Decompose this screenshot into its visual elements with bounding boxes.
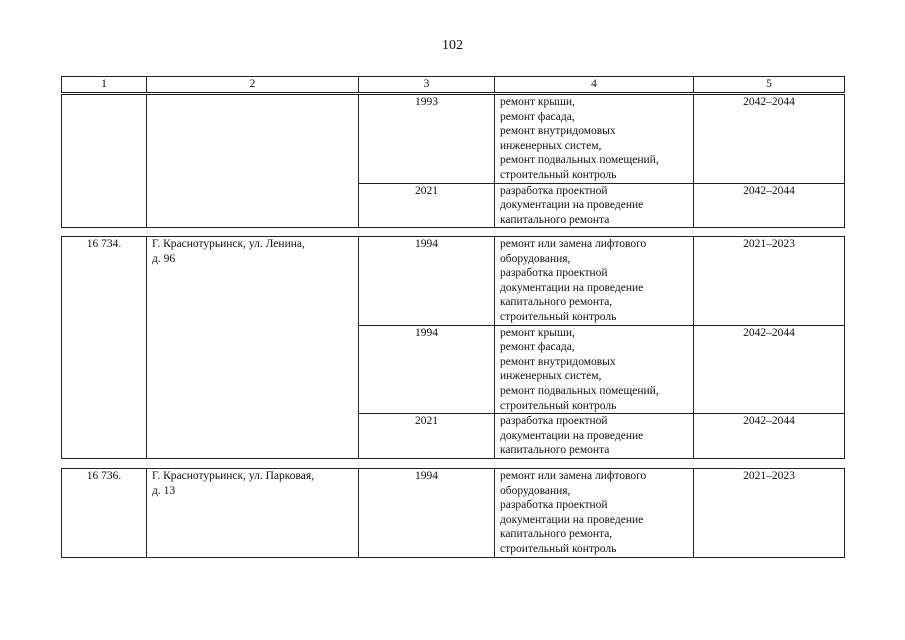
repair-period: 2042–2044 <box>694 414 845 459</box>
work-line: ремонт внутридомовых <box>500 355 616 368</box>
table-row <box>62 237 845 326</box>
record-number: 16 736. <box>62 469 147 558</box>
work-line: капитального ремонта <box>500 213 610 226</box>
repair-period: 2042–2044 <box>694 95 845 184</box>
build-year: 2021 <box>359 414 495 459</box>
work-line: разработка проектной <box>500 499 608 512</box>
build-year: 2021 <box>359 183 495 228</box>
work-line: строительный контроль <box>500 542 617 555</box>
work-line: разработка проектной <box>500 267 608 280</box>
header-col-1: 1 <box>62 77 147 93</box>
repair-period: 2021–2023 <box>694 469 845 558</box>
repair-period: 2042–2044 <box>694 325 845 414</box>
work-line: оборудования, <box>500 484 571 497</box>
repair-period: 2042–2044 <box>694 183 845 228</box>
work-types <box>495 414 694 459</box>
work-line: ремонт фасада, <box>500 110 575 123</box>
address <box>147 469 359 558</box>
work-line: разработка проектной <box>500 184 608 197</box>
build-year: 1994 <box>359 237 495 326</box>
work-line: оборудования, <box>500 252 571 265</box>
work-line: документации на проведение <box>500 199 644 212</box>
header-col-3: 3 <box>359 77 495 93</box>
repair-period: 2021–2023 <box>694 237 845 326</box>
build-year: 1993 <box>359 95 495 184</box>
address-line: Г. Краснотурьинск, ул. Парковая, <box>152 470 315 482</box>
work-line: ремонт или замена лифтового <box>500 470 647 482</box>
work-line: документации на проведение <box>500 429 644 442</box>
work-line: ремонт внутридомовых <box>500 125 616 138</box>
page-number: 102 <box>442 38 463 53</box>
work-line: капитального ремонта <box>500 444 610 457</box>
table-block <box>61 94 845 228</box>
table-block <box>61 468 845 558</box>
header-col-4: 4 <box>495 77 694 93</box>
address-line: д. 96 <box>152 252 176 265</box>
work-line: инженерных систем, <box>500 139 602 152</box>
work-line: ремонт подвальных помещений, <box>500 154 659 167</box>
address <box>147 95 359 228</box>
work-line: ремонт крыши, <box>500 326 575 339</box>
record-number: 16 734. <box>62 237 147 459</box>
address-line: Г. Краснотурьинск, ул. Ленина, <box>152 238 305 250</box>
table-header <box>61 76 845 93</box>
build-year: 1994 <box>359 325 495 414</box>
address-line: д. 13 <box>152 484 176 497</box>
work-types <box>495 95 694 184</box>
work-line: капитального ремонта, <box>500 296 613 309</box>
work-types <box>495 237 694 326</box>
work-line: ремонт или замена лифтового <box>500 238 647 250</box>
work-line: строительный контроль <box>500 310 617 323</box>
work-line: разработка проектной <box>500 415 608 428</box>
work-line: ремонт подвальных помещений, <box>500 384 659 397</box>
work-line: строительный контроль <box>500 168 617 181</box>
work-line: капитального ремонта, <box>500 528 613 541</box>
work-types <box>495 325 694 414</box>
work-line: документации на проведение <box>500 513 644 526</box>
work-line: документации на проведение <box>500 281 644 294</box>
table-block <box>61 236 845 459</box>
record-number <box>62 95 147 228</box>
table-row <box>62 469 845 558</box>
address <box>147 237 359 459</box>
header-col-5: 5 <box>694 77 845 93</box>
build-year: 1994 <box>359 469 495 558</box>
work-line: ремонт крыши, <box>500 96 575 108</box>
work-line: строительный контроль <box>500 399 617 412</box>
work-line: ремонт фасада, <box>500 341 575 354</box>
header-col-2: 2 <box>147 77 359 93</box>
work-types <box>495 183 694 228</box>
work-line: инженерных систем, <box>500 370 602 383</box>
work-types <box>495 469 694 558</box>
table-row <box>62 95 845 184</box>
